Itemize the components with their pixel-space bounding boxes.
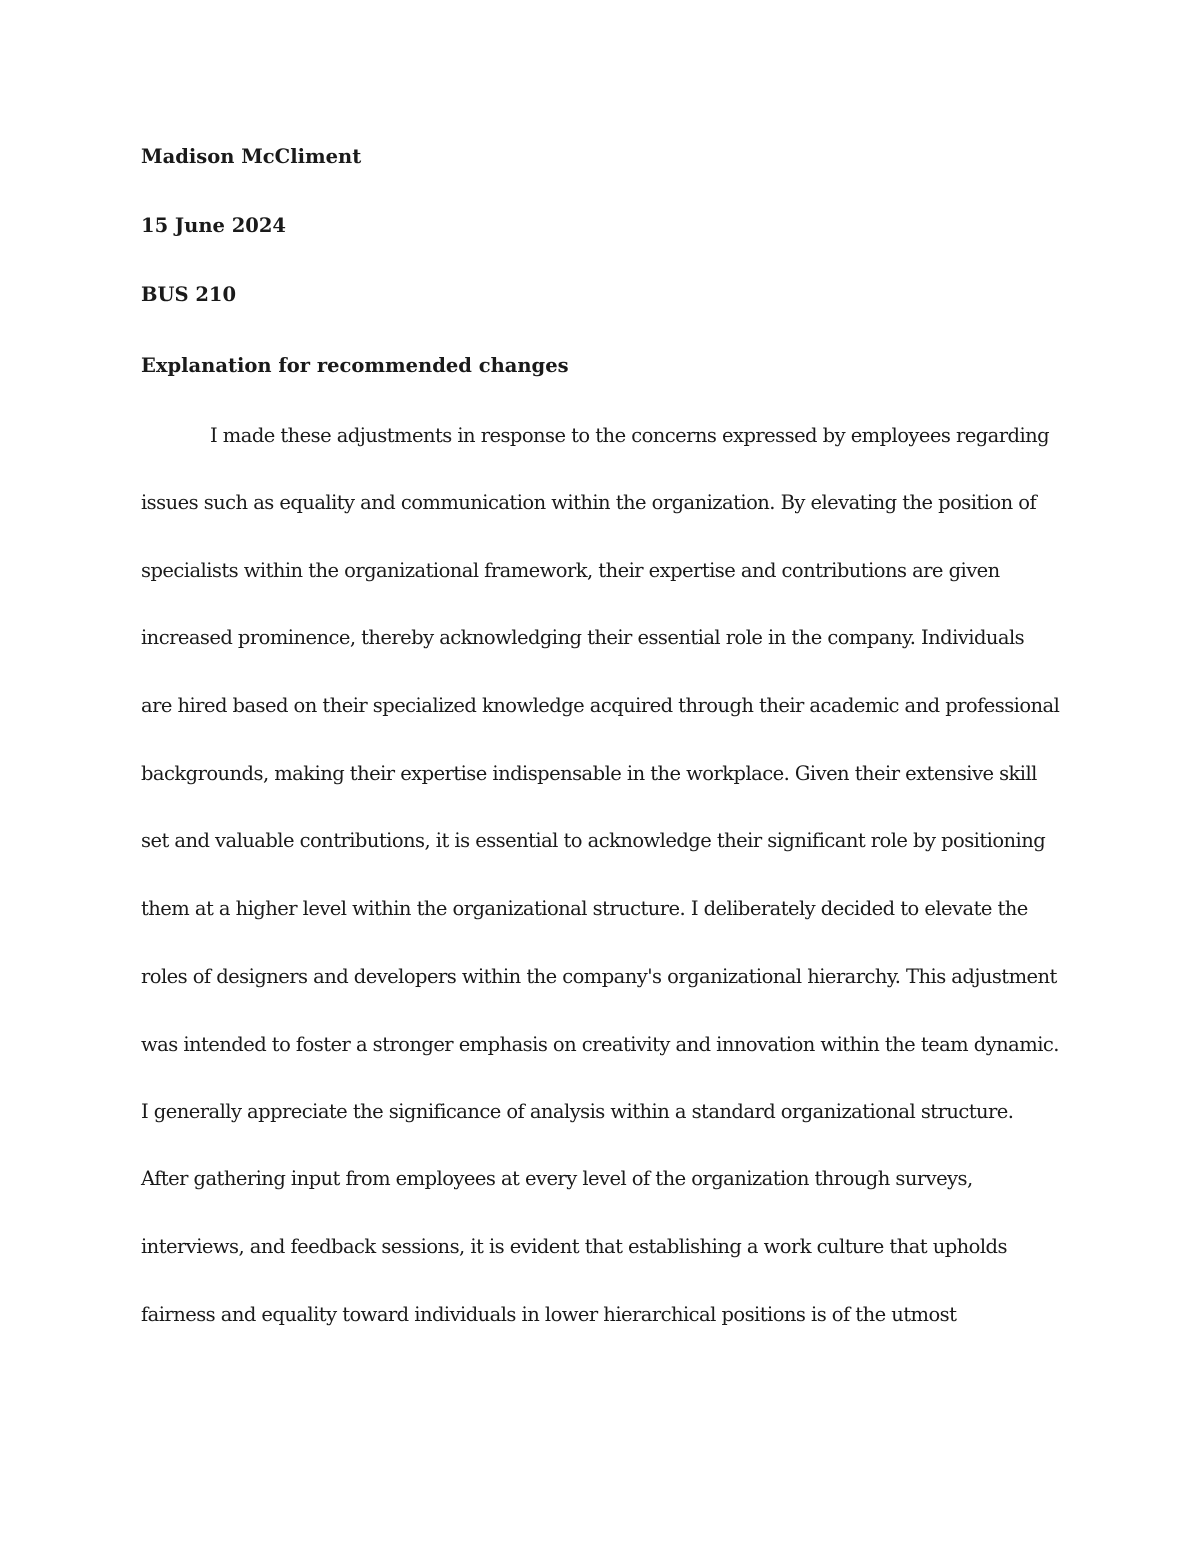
body-line: roles of designers and developers within the company's organizational hierarchy. This adjustment [141,965,1057,988]
body-line: them at a higher level within the organizational structure. I deliberately decided to elevate the [141,897,1028,920]
body-line: specialists within the organizational framework, their expertise and contributions are given [141,559,1000,582]
course-code: BUS 210 [141,283,237,306]
body-line: I generally appreciate the significance of analysis within a standard organizational structure. [141,1100,1014,1123]
body-line: increased prominence, thereby acknowledging their essential role in the company. Individuals [141,626,1025,649]
body-line: I made these adjustments in response to the concerns expressed by employees regarding [210,424,1050,447]
body-line: set and valuable contributions, it is essential to acknowledge their significant role by positioning [141,829,1046,852]
document-date: 15 June 2024 [141,214,286,237]
body-line: backgrounds, making their expertise indispensable in the workplace. Given their extensive skill [141,762,1037,785]
body-line: fairness and equality toward individuals in lower hierarchical positions is of the utmost [141,1303,957,1326]
body-line: was intended to foster a stronger emphasis on creativity and innovation within the team dynamic. [141,1033,1059,1056]
body-line: After gathering input from employees at every level of the organization through surveys, [141,1167,973,1190]
body-line: issues such as equality and communication within the organization. By elevating the position of [141,491,1037,514]
body-line: interviews, and feedback sessions, it is evident that establishing a work culture that upholds [141,1235,1007,1258]
document-title: Explanation for recommended changes [141,354,569,377]
body-line: are hired based on their specialized knowledge acquired through their academic and professional [141,694,1060,717]
author-name: Madison McCliment [141,145,362,168]
